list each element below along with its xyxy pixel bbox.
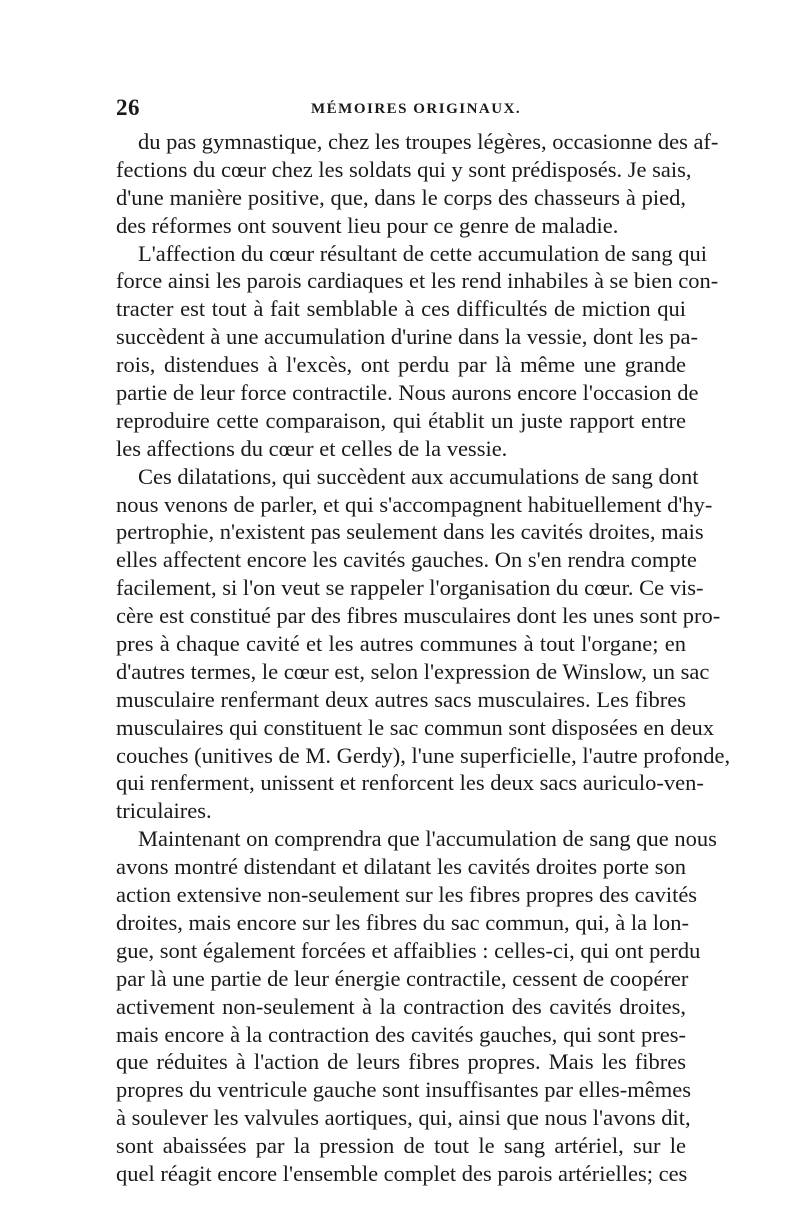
text-line: par là une partie de leur énergie contractile, cessent de coopérer xyxy=(116,965,689,991)
text-line: musculaire renfermant deux autres sacs musculaires. Les fibres xyxy=(116,686,686,712)
text-line: quel réagit encore l'ensemble complet des parois artérielles; ces xyxy=(116,1160,688,1186)
text-line: couches (unitives de M. Gerdy), l'une superficielle, l'autre profonde, xyxy=(116,742,731,768)
text-line: d'une manière positive, que, dans le corps des chasseurs à pied, xyxy=(116,184,686,210)
body-text xyxy=(116,128,731,1188)
page-number: 26 xyxy=(116,95,140,120)
text-line: propres du ventricule gauche sont insuffisantes par elles-mêmes xyxy=(116,1077,692,1103)
text-line: pertrophie, n'existent pas seulement dans les cavités droites, mais xyxy=(116,519,704,545)
text-line: partie de leur force contractile. Nous aurons encore l'occasion de xyxy=(116,380,699,406)
text-line: Maintenant on comprendra que l'accumulation de sang que nous xyxy=(138,826,717,852)
text-line: du pas gymnastique, chez les troupes légères, occasionne des af- xyxy=(138,129,719,154)
text-line: mais encore à la contraction des cavités gauches, qui sont pres- xyxy=(116,1021,686,1047)
text-line: cère est constitué par des fibres musculaires dont les unes sont pro- xyxy=(116,603,721,629)
text-line: tracter est tout à fait semblable à ces difficultés de miction qui xyxy=(116,296,686,322)
text-line: les affections du cœur et celles de la vessie. xyxy=(116,435,508,461)
text-line: pres à chaque cavité et les autres communes à tout l'organe; en xyxy=(116,631,686,657)
page-header xyxy=(116,95,688,125)
text-line: à soulever les valvules aortiques, qui, ainsi que nous l'avons dit, xyxy=(116,1105,691,1131)
text-line: force ainsi les parois cardiaques et les rend inhabiles à se bien con- xyxy=(116,268,719,294)
text-line: rois, distendues à l'excès, ont perdu par là même une grande xyxy=(116,352,686,378)
text-line: succèdent à une accumulation d'urine dans la vessie, dont les pa- xyxy=(116,324,698,350)
text-line: qui renferment, unissent et renforcent les deux sacs auriculo-ven- xyxy=(116,770,704,796)
text-line: activement non-seulement à la contraction des cavités droites, xyxy=(116,993,686,1019)
text-line: triculaires. xyxy=(116,798,212,824)
paragraph xyxy=(116,463,731,826)
text-line: Ces dilatations, qui succèdent aux accumulations de sang dont xyxy=(138,463,699,489)
paragraph xyxy=(116,128,719,240)
text-line: droites, mais encore sur les fibres du sac commun, qui, à la lon- xyxy=(116,909,689,935)
text-line: reproduire cette comparaison, qui établit un juste rapport entre xyxy=(116,407,686,433)
text-line: avons montré distendant et dilatant les cavités droites porte son xyxy=(116,854,686,880)
text-line: des réformes ont souvent lieu pour ce genre de maladie. xyxy=(116,212,619,238)
text-line: musculaires qui constituent le sac commun sont disposées en deux xyxy=(116,714,715,740)
text-line: fections du cœur chez les soldats qui y sont prédisposés. Je sais, xyxy=(116,156,692,182)
text-line: elles affectent encore les cavités gauches. On s'en rendra compte xyxy=(116,547,697,573)
text-line: L'affection du cœur résultant de cette accumulation de sang qui xyxy=(138,240,708,266)
text-line: d'autres termes, le cœur est, selon l'expression de Winslow, un sac xyxy=(116,658,710,684)
text-line: action extensive non-seulement sur les fibres propres des cavités xyxy=(116,882,698,908)
text-line: facilement, si l'on veut se rappeler l'organisation du cœur. Ce vis- xyxy=(116,575,704,601)
text-line: que réduites à l'action de leurs fibres propres. Mais les fibres xyxy=(116,1049,686,1075)
text-line: sont abaissées par la pression de tout le sang artériel, sur le xyxy=(116,1133,686,1159)
text-line: nous venons de parler, et qui s'accompagnent habituellement d'hy- xyxy=(116,491,713,517)
paragraph xyxy=(116,825,717,1188)
paragraph xyxy=(116,240,719,463)
running-head: MÉMOIRES ORIGINAUX. xyxy=(311,101,522,117)
text-line: gue, sont également forcées et affaiblies : celles-ci, qui ont perdu xyxy=(116,937,701,963)
